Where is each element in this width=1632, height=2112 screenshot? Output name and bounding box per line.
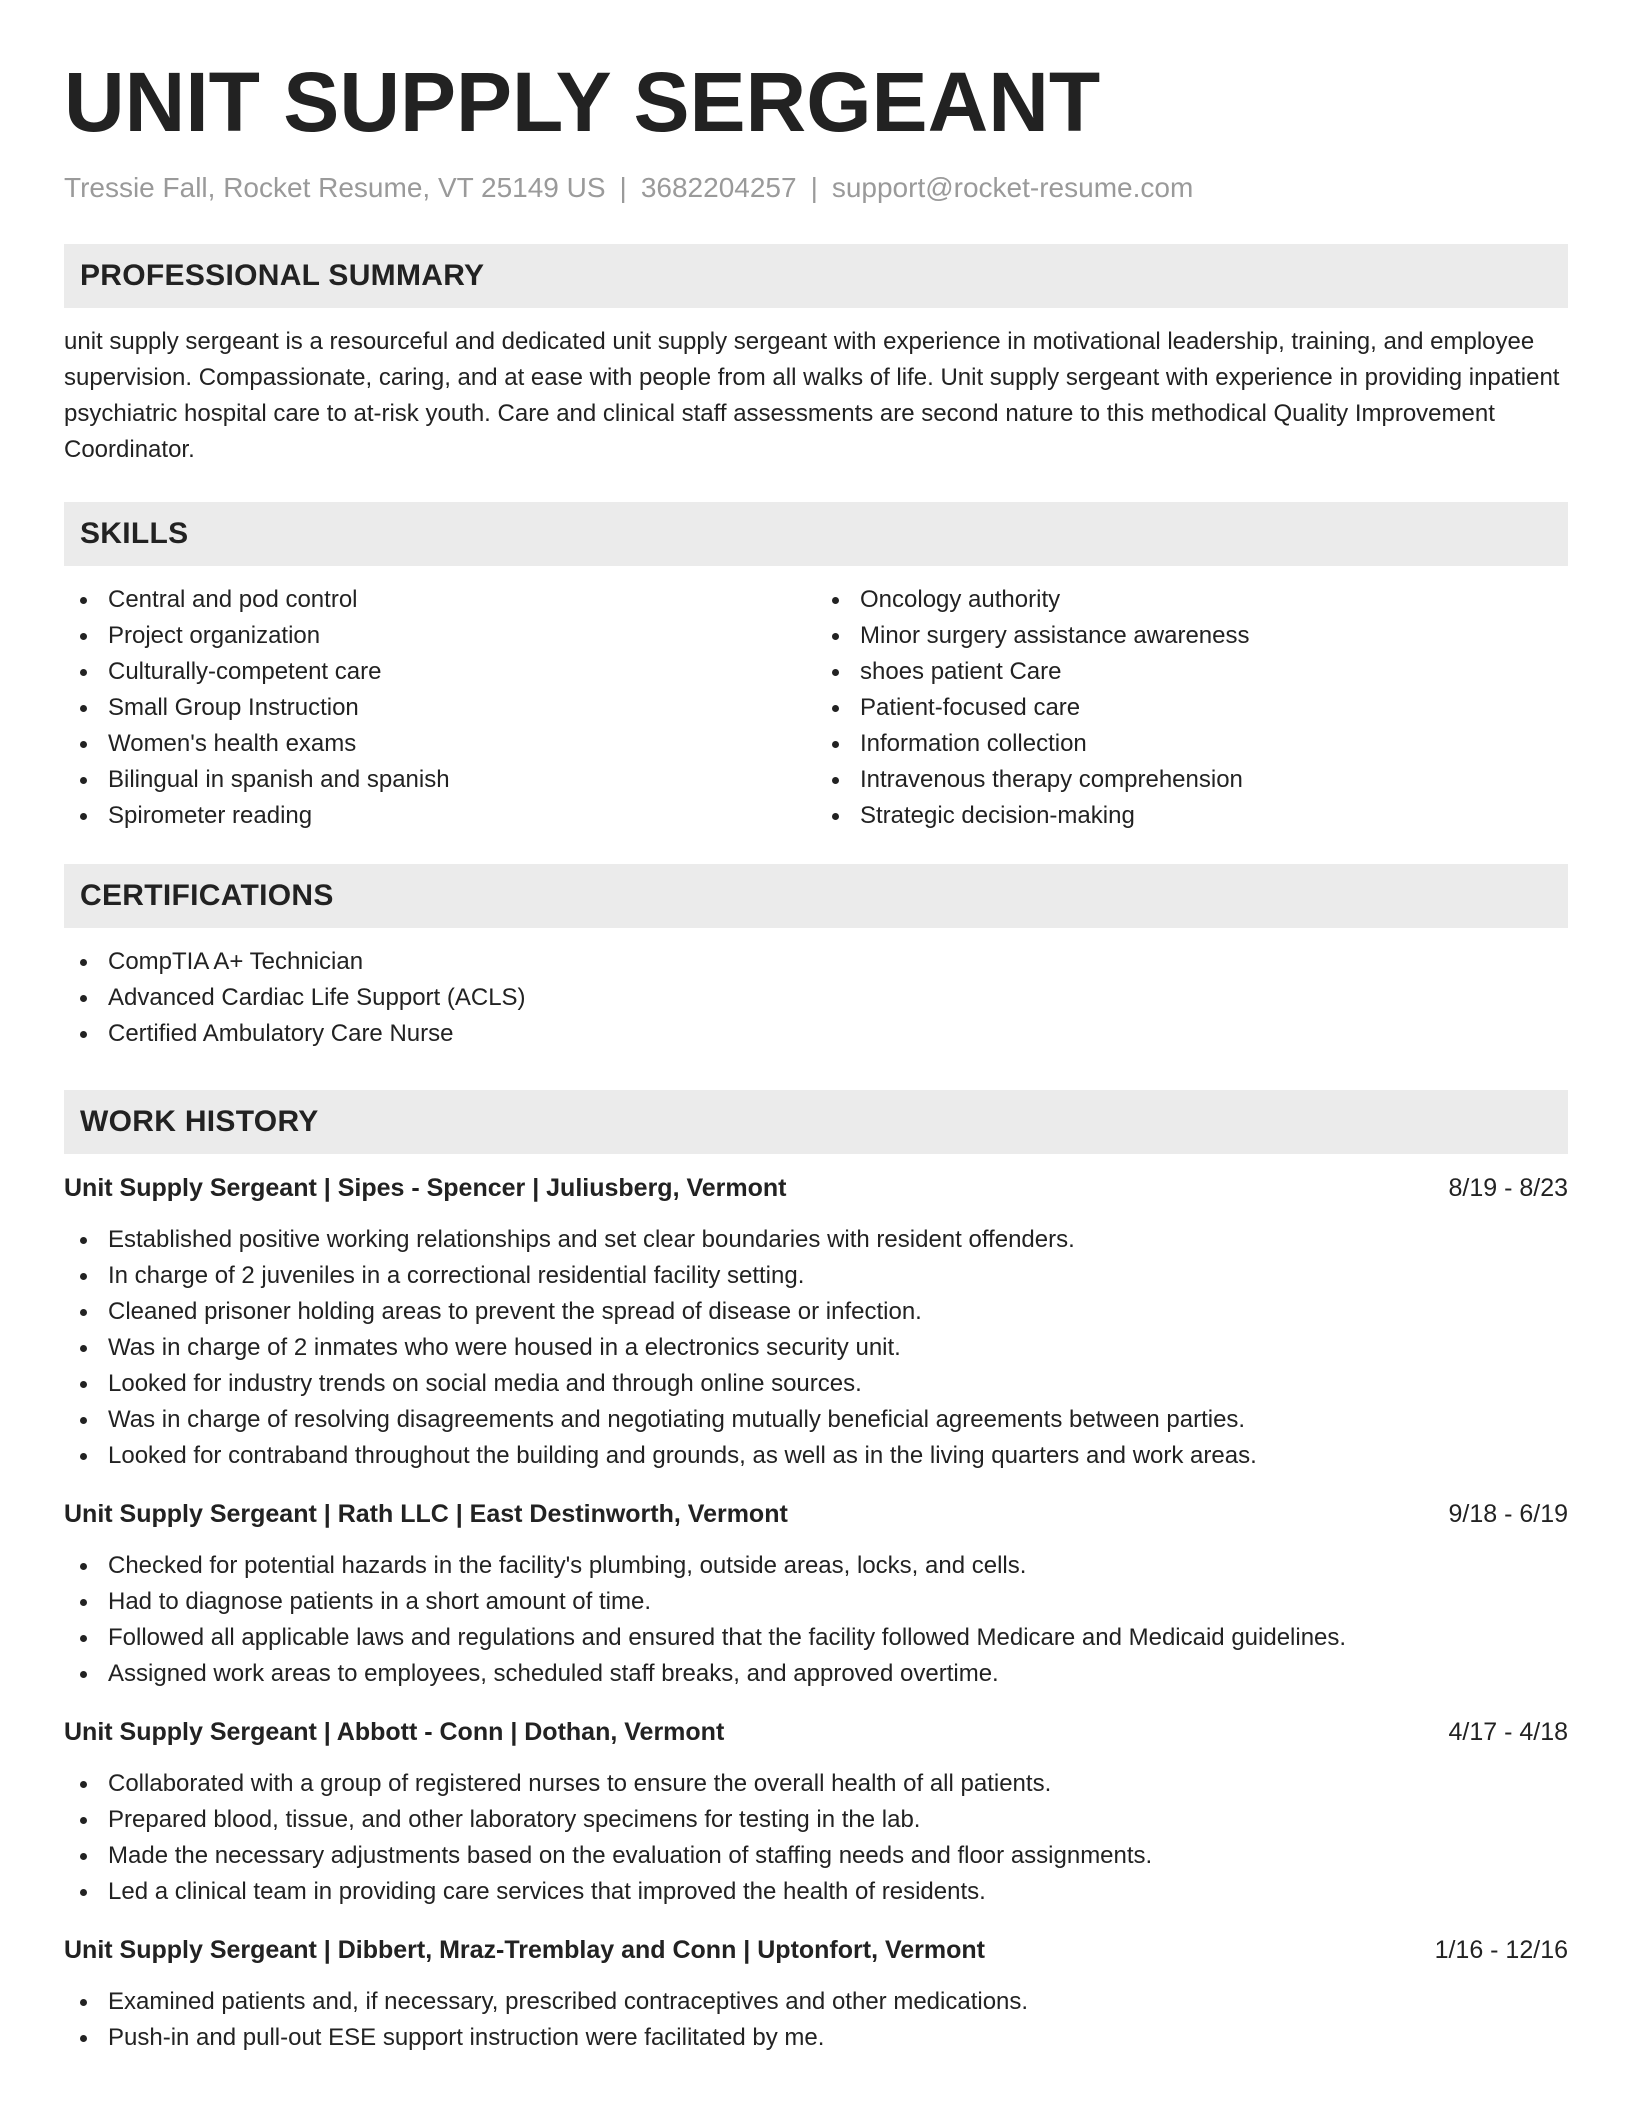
skills-grid xyxy=(64,582,1568,834)
section-header-summary: PROFESSIONAL SUMMARY xyxy=(64,244,1568,308)
list-item: Culturally-competent care xyxy=(64,654,816,690)
job-dates: 1/16 - 12/16 xyxy=(1434,1936,1568,1964)
section-header-work-history: WORK HISTORY xyxy=(64,1090,1568,1154)
list-item: Advanced Cardiac Life Support (ACLS) xyxy=(64,980,1568,1016)
list-item: Intravenous therapy comprehension xyxy=(816,762,1568,798)
list-item: Checked for potential hazards in the facility's plumbing, outside areas, locks, and cells. xyxy=(64,1548,1568,1584)
skills-column-right xyxy=(816,582,1568,834)
list-item: Information collection xyxy=(816,726,1568,762)
list-item: Oncology authority xyxy=(816,582,1568,618)
list-item: Collaborated with a group of registered nurses to ensure the overall health of all patients. xyxy=(64,1766,1568,1802)
job-header xyxy=(64,1496,1568,1532)
list-item: Had to diagnose patients in a short amount of time. xyxy=(64,1584,1568,1620)
list-item: Certified Ambulatory Care Nurse xyxy=(64,1016,1568,1052)
list-item: Minor surgery assistance awareness xyxy=(816,618,1568,654)
job-title: Unit Supply Sergeant | Sipes - Spencer | Juliusberg, Vermont xyxy=(64,1174,787,1202)
section-header-certifications: CERTIFICATIONS xyxy=(64,864,1568,928)
job-title: Unit Supply Sergeant | Dibbert, Mraz-Tremblay and Conn | Uptonfort, Vermont xyxy=(64,1936,985,1964)
resume-title: UNIT SUPPLY SERGEANT xyxy=(64,55,1101,149)
list-item: Cleaned prisoner holding areas to prevent the spread of disease or infection. xyxy=(64,1294,1568,1330)
list-item: Push-in and pull-out ESE support instruction were facilitated by me. xyxy=(64,2020,1568,2056)
list-item: Small Group Instruction xyxy=(64,690,816,726)
job-duties-list xyxy=(64,1984,1568,2056)
list-item: Central and pod control xyxy=(64,582,816,618)
skills-list-left xyxy=(64,582,816,834)
job-duties-list xyxy=(64,1766,1568,1910)
job-header xyxy=(64,1170,1568,1206)
certifications-list xyxy=(64,944,1568,1052)
job-header xyxy=(64,1714,1568,1750)
list-item: Prepared blood, tissue, and other laboratory specimens for testing in the lab. xyxy=(64,1802,1568,1838)
list-item: Followed all applicable laws and regulations and ensured that the facility followed Medicare and Medicaid guidelines. xyxy=(64,1620,1568,1656)
list-item: Looked for industry trends on social media and through online sources. xyxy=(64,1366,1568,1402)
job-dates: 9/18 - 6/19 xyxy=(1448,1500,1568,1528)
list-item: Strategic decision-making xyxy=(816,798,1568,834)
contact-phone: 3682204257 xyxy=(640,172,797,203)
job-title: Unit Supply Sergeant | Abbott - Conn | Dothan, Vermont xyxy=(64,1718,725,1746)
summary-text: unit supply sergeant is a resourceful and dedicated unit supply sergeant with experience in motivational leadership, training, and employee supervision. Compassionate, caring, and at ease with people from all walks of life. Unit supply sergeant with experience in providing inpatient psychiatric hospital care to at-risk youth. Care and clinical staff assessments are second nature to this methodical Quality Improvement Coordinator. xyxy=(64,328,1560,463)
list-item: Women's health exams xyxy=(64,726,816,762)
list-item: Made the necessary adjustments based on the evaluation of staffing needs and floor assignments. xyxy=(64,1838,1568,1874)
list-item: shoes patient Care xyxy=(816,654,1568,690)
list-item: Spirometer reading xyxy=(64,798,816,834)
list-item: Project organization xyxy=(64,618,816,654)
list-item: Was in charge of 2 inmates who were housed in a electronics security unit. xyxy=(64,1330,1568,1366)
contact-separator: | xyxy=(810,172,818,203)
job-entry xyxy=(64,1714,1568,1910)
list-item: Patient-focused care xyxy=(816,690,1568,726)
list-item: Looked for contraband throughout the building and grounds, as well as in the living quarters and work areas. xyxy=(64,1438,1568,1474)
job-duties-list xyxy=(64,1222,1568,1474)
list-item: CompTIA A+ Technician xyxy=(64,944,1568,980)
job-duties-list xyxy=(64,1548,1568,1692)
contact-separator: | xyxy=(619,172,627,203)
job-dates: 4/17 - 4/18 xyxy=(1448,1718,1568,1746)
list-item: Led a clinical team in providing care services that improved the health of residents. xyxy=(64,1874,1568,1910)
job-entry xyxy=(64,1496,1568,1692)
contact-line xyxy=(64,170,1568,206)
job-entry xyxy=(64,1932,1568,2056)
list-item: Bilingual in spanish and spanish xyxy=(64,762,816,798)
list-item: Examined patients and, if necessary, prescribed contraceptives and other medications. xyxy=(64,1984,1568,2020)
skills-list-right xyxy=(816,582,1568,834)
list-item: Assigned work areas to employees, scheduled staff breaks, and approved overtime. xyxy=(64,1656,1568,1692)
job-header xyxy=(64,1932,1568,1968)
contact-address: Tressie Fall, Rocket Resume, VT 25149 US xyxy=(64,172,606,203)
work-history-list xyxy=(64,1170,1568,2056)
contact-email[interactable]: support@rocket-resume.com xyxy=(831,172,1194,203)
job-dates: 8/19 - 8/23 xyxy=(1448,1174,1568,1202)
skills-column-left xyxy=(64,582,816,834)
job-title: Unit Supply Sergeant | Rath LLC | East Destinworth, Vermont xyxy=(64,1500,788,1528)
job-entry xyxy=(64,1170,1568,1474)
list-item: Was in charge of resolving disagreements and negotiating mutually beneficial agreements between parties. xyxy=(64,1402,1568,1438)
list-item: In charge of 2 juveniles in a correctional residential facility setting. xyxy=(64,1258,1568,1294)
section-header-skills: SKILLS xyxy=(64,502,1568,566)
list-item: Established positive working relationships and set clear boundaries with resident offenders. xyxy=(64,1222,1568,1258)
